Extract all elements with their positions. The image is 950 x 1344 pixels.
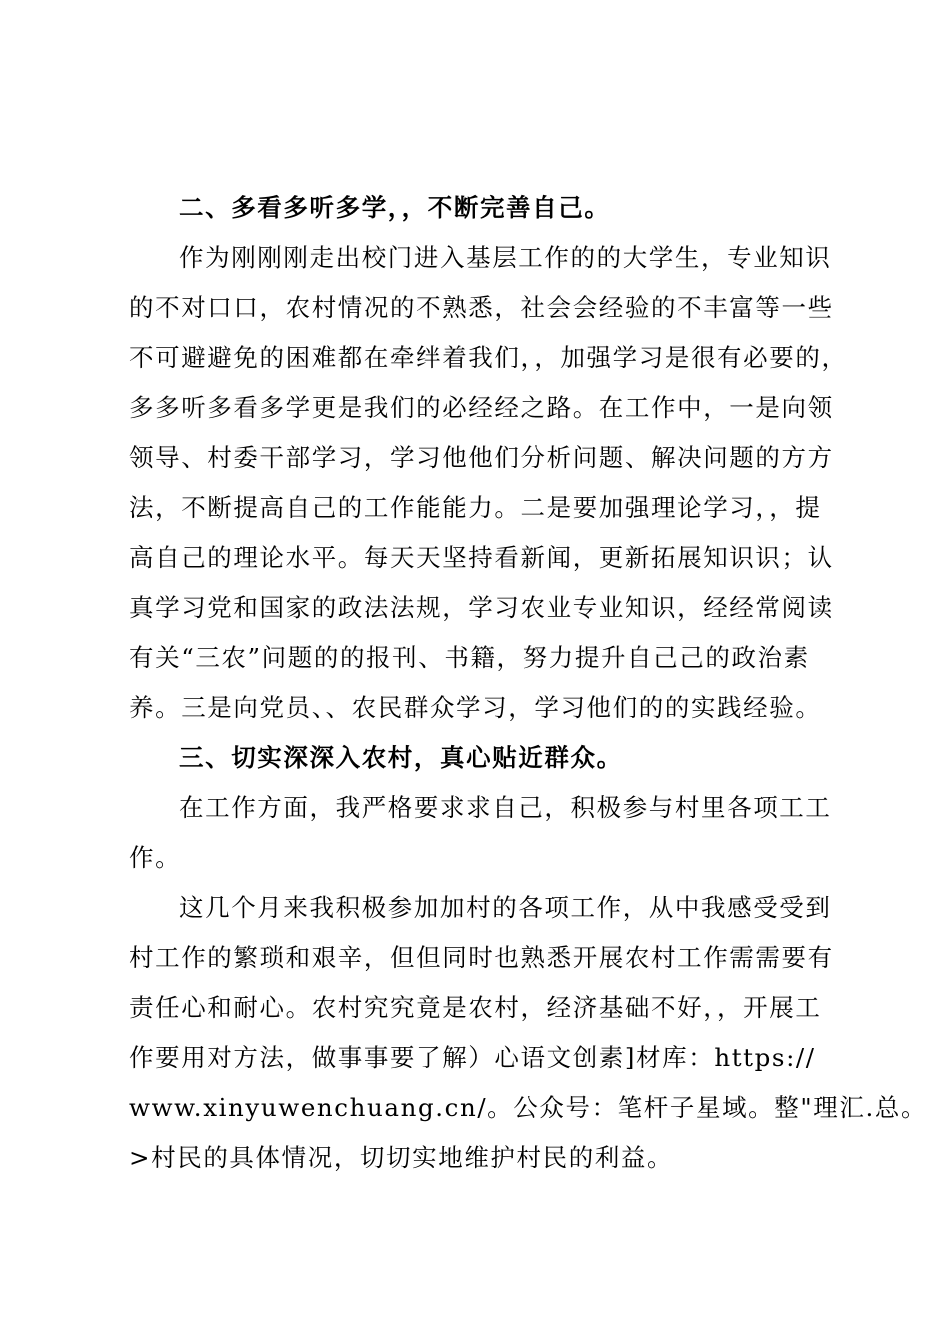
paragraph-line: 作为刚刚刚走出校门进入基层工作的的大学生，专业知识 <box>179 243 832 272</box>
section-3-heading: 三、切实深深入农村，真心贴近群众。 <box>179 743 623 772</box>
section-3-paragraph-1 <box>129 783 834 883</box>
paragraph-line: 高自己的理论水平。每天天坚持看新闻，更新拓展知识识；认 <box>129 543 834 572</box>
document-body <box>129 183 928 1183</box>
paragraph-line: 真学习党和国家的政法法规，学习农业专业知识，经经常阅读 <box>129 593 834 622</box>
paragraph-line: 这几个月来我积极参加加村的各项工作，从中我感受受到 <box>179 893 832 922</box>
paragraph-line: 养。三是向党员、、农民群众学习，学习他们的的实践经验。 <box>129 693 822 722</box>
section-2-paragraph <box>129 233 848 733</box>
paragraph-line: 作。 <box>129 843 182 872</box>
paragraph-line: 领导、村委干部学习，学习他他们分析问题、解决问题的方方 <box>129 443 834 472</box>
paragraph-line: 有关“三农”问题的的报刊、书籍，努力提升自己己的政治素 <box>129 643 810 672</box>
paragraph-line: 作要用对方法，做事事要了解）心语文创素]材库：https:// <box>129 1043 816 1072</box>
paragraph-line: 在工作方面，我严格要求求自己，积极参与村里各项工工 <box>179 793 832 822</box>
paragraph-line: 的不对口口，农村情况的不熟悉，社会会经验的不丰富等一些 <box>129 293 834 322</box>
paragraph-line: www.xinyuwenchuang.cn/。公众号：笔杆子星域。整"理汇.总。 <box>129 1093 928 1122</box>
paragraph-line: 多多听多看多学更是我们的必经经之路。在工作中，一是向领 <box>129 393 834 422</box>
paragraph-line: 责任心和耐心。农村究究竟是农村，经济基础不好，，开展工 <box>129 993 822 1022</box>
paragraph-line: >村民的具体情况，切切实地维护村民的利益。 <box>129 1143 674 1172</box>
section-2-heading: 二、多看多听多学，，不断完善自己。 <box>179 193 611 222</box>
paragraph-line: 不可避避免的困难都在牵绊着我们，，加强学习是很有必要的， <box>129 343 848 372</box>
paragraph-line: 法，不断提高自己的工作能能力。二是要加强理论学习，，提 <box>129 493 822 522</box>
paragraph-line: 村工作的繁琐和艰辛，但但同时也熟悉开展农村工作需需要有 <box>129 943 834 972</box>
section-3-paragraph-2 <box>129 883 928 1183</box>
